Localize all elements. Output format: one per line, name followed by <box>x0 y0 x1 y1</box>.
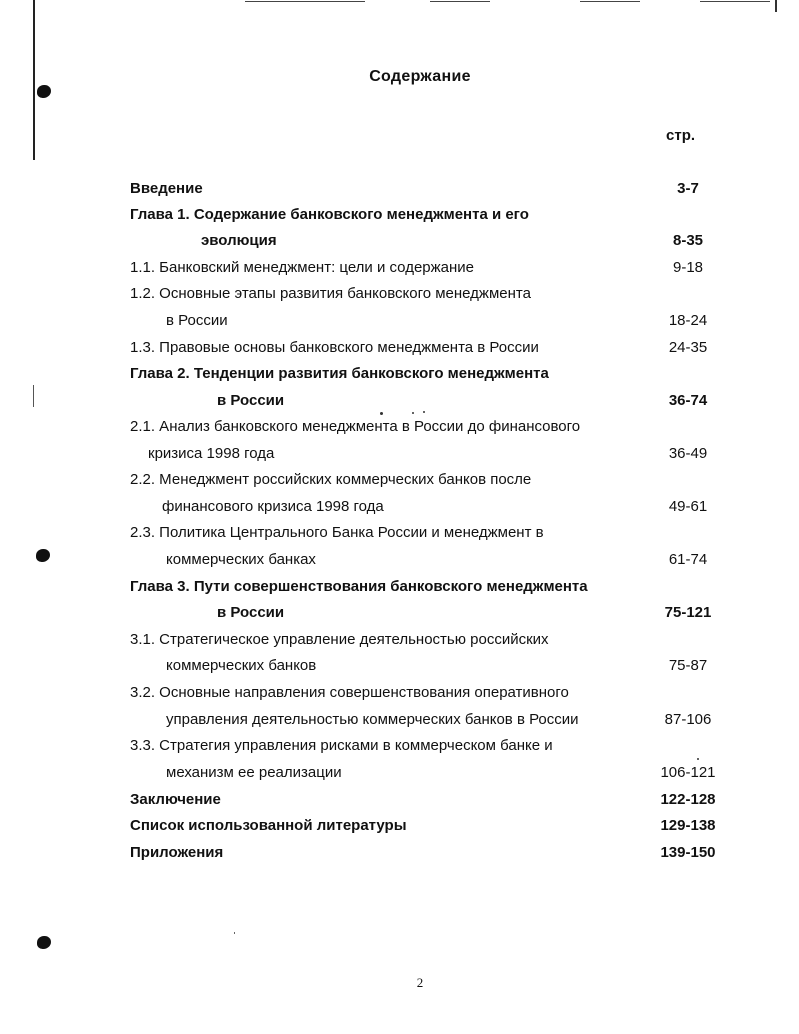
toc-entry-text: Список использованной литературы <box>130 817 407 834</box>
pages-column-label: стр. <box>666 127 696 144</box>
toc-entry-text: управления деятельностью коммерческих банков в России <box>166 711 579 728</box>
toc-entry <box>0 467 799 493</box>
toc-entry-text: 3.1. Стратегическое управление деятельностью российских <box>130 631 549 648</box>
toc-entry <box>0 308 799 334</box>
toc-entry-text: Приложения <box>130 844 224 861</box>
toc-entry-pages: 18-24 <box>668 312 708 329</box>
toc-entry-pages: 36-74 <box>668 392 708 409</box>
toc-entry-pages: 9-18 <box>672 259 704 276</box>
toc-entry-pages: 129-138 <box>660 817 716 834</box>
toc-entry <box>0 707 799 733</box>
toc-entry <box>0 494 799 520</box>
toc-entry-text: Глава 2. Тенденции развития банковского менеджмента <box>130 365 549 382</box>
scan-speck <box>234 932 235 934</box>
toc-entry <box>0 840 799 866</box>
scan-top-line <box>430 1 490 2</box>
toc-entry-pages: 122-128 <box>660 791 716 808</box>
toc-entry-pages: 75-87 <box>668 657 708 674</box>
toc-entry-pages: 75-121 <box>664 604 712 621</box>
toc-entry-text: 2.2. Менеджмент российских коммерческих банков после <box>130 471 532 488</box>
toc-entry-pages: 139-150 <box>660 844 716 861</box>
toc-entry <box>0 547 799 573</box>
toc-entry-pages: 3-7 <box>677 180 699 197</box>
toc-entry-text: эволюция <box>201 232 277 249</box>
toc-entry <box>0 574 799 600</box>
toc-entry-pages: 36-49 <box>668 445 708 462</box>
toc-entry-text: 2.3. Политика Центрального Банка России и менеджмент в <box>130 524 544 541</box>
toc-entry <box>0 361 799 387</box>
toc-entry <box>0 813 799 839</box>
page-title: Содержание <box>369 68 471 85</box>
toc-entry <box>0 281 799 307</box>
toc-entry-text: 2.1. Анализ банковского менеджмента в России до финансового <box>130 418 581 435</box>
toc-entry <box>0 202 799 228</box>
toc-entry-text: 1.2. Основные этапы развития банковского менеджмента <box>130 285 531 302</box>
page-number: 2 <box>416 975 424 990</box>
toc-entry-text: Заключение <box>130 791 221 808</box>
toc-entry <box>0 335 799 361</box>
toc-entry <box>0 787 799 813</box>
toc-entry <box>0 653 799 679</box>
toc-entry <box>0 255 799 281</box>
toc-entry-text: Введение <box>130 180 203 197</box>
toc-entry-text: 3.3. Стратегия управления рисками в коммерческом банке и <box>130 737 553 754</box>
toc-entry-text: механизм ее реализации <box>166 764 342 781</box>
toc-entry-text: коммерческих банках <box>166 551 316 568</box>
toc-entry <box>0 441 799 467</box>
toc-entry <box>0 680 799 706</box>
punch-hole-icon <box>37 85 51 98</box>
toc-entry <box>0 388 799 414</box>
toc-entry-text: в России <box>166 312 228 329</box>
toc-entry <box>0 228 799 254</box>
toc-entry <box>0 176 799 202</box>
toc-entry-text: 1.1. Банковский менеджмент: цели и содержание <box>130 259 475 276</box>
toc-entry-pages: 87-106 <box>664 711 712 728</box>
toc-entry <box>0 414 799 440</box>
toc-entry-pages: 61-74 <box>668 551 708 568</box>
toc-entry-pages: 106-121 <box>660 764 716 781</box>
toc-entry <box>0 733 799 759</box>
toc-entry-text: в России <box>217 392 285 409</box>
toc-entry-text: коммерческих банков <box>166 657 317 674</box>
toc-entry-pages: 49-61 <box>668 498 708 515</box>
punch-hole-icon <box>37 936 51 949</box>
toc-entry-text: финансового кризиса 1998 года <box>162 498 384 515</box>
toc-entry-text: в России <box>217 604 285 621</box>
toc-entry-text: кризиса 1998 года <box>148 445 275 462</box>
toc-entry-pages: 8-35 <box>672 232 704 249</box>
scan-corner-mark <box>775 0 777 12</box>
toc-entry-text: Глава 1. Содержание банковского менеджмента и его <box>130 206 529 223</box>
toc-entry <box>0 760 799 786</box>
toc-entry <box>0 600 799 626</box>
toc-entry <box>0 627 799 653</box>
toc-entry-pages: 24-35 <box>668 339 708 356</box>
scan-top-line <box>700 1 770 2</box>
toc-entry <box>0 520 799 546</box>
scan-top-line <box>245 1 365 2</box>
toc-entry-text: 1.3. Правовые основы банковского менеджмента в России <box>130 339 539 356</box>
toc-entry-text: 3.2. Основные направления совершенствования оперативного <box>130 684 569 701</box>
scan-top-line <box>580 1 640 2</box>
toc-entry-text: Глава 3. Пути совершенствования банковского менеджмента <box>130 578 588 595</box>
